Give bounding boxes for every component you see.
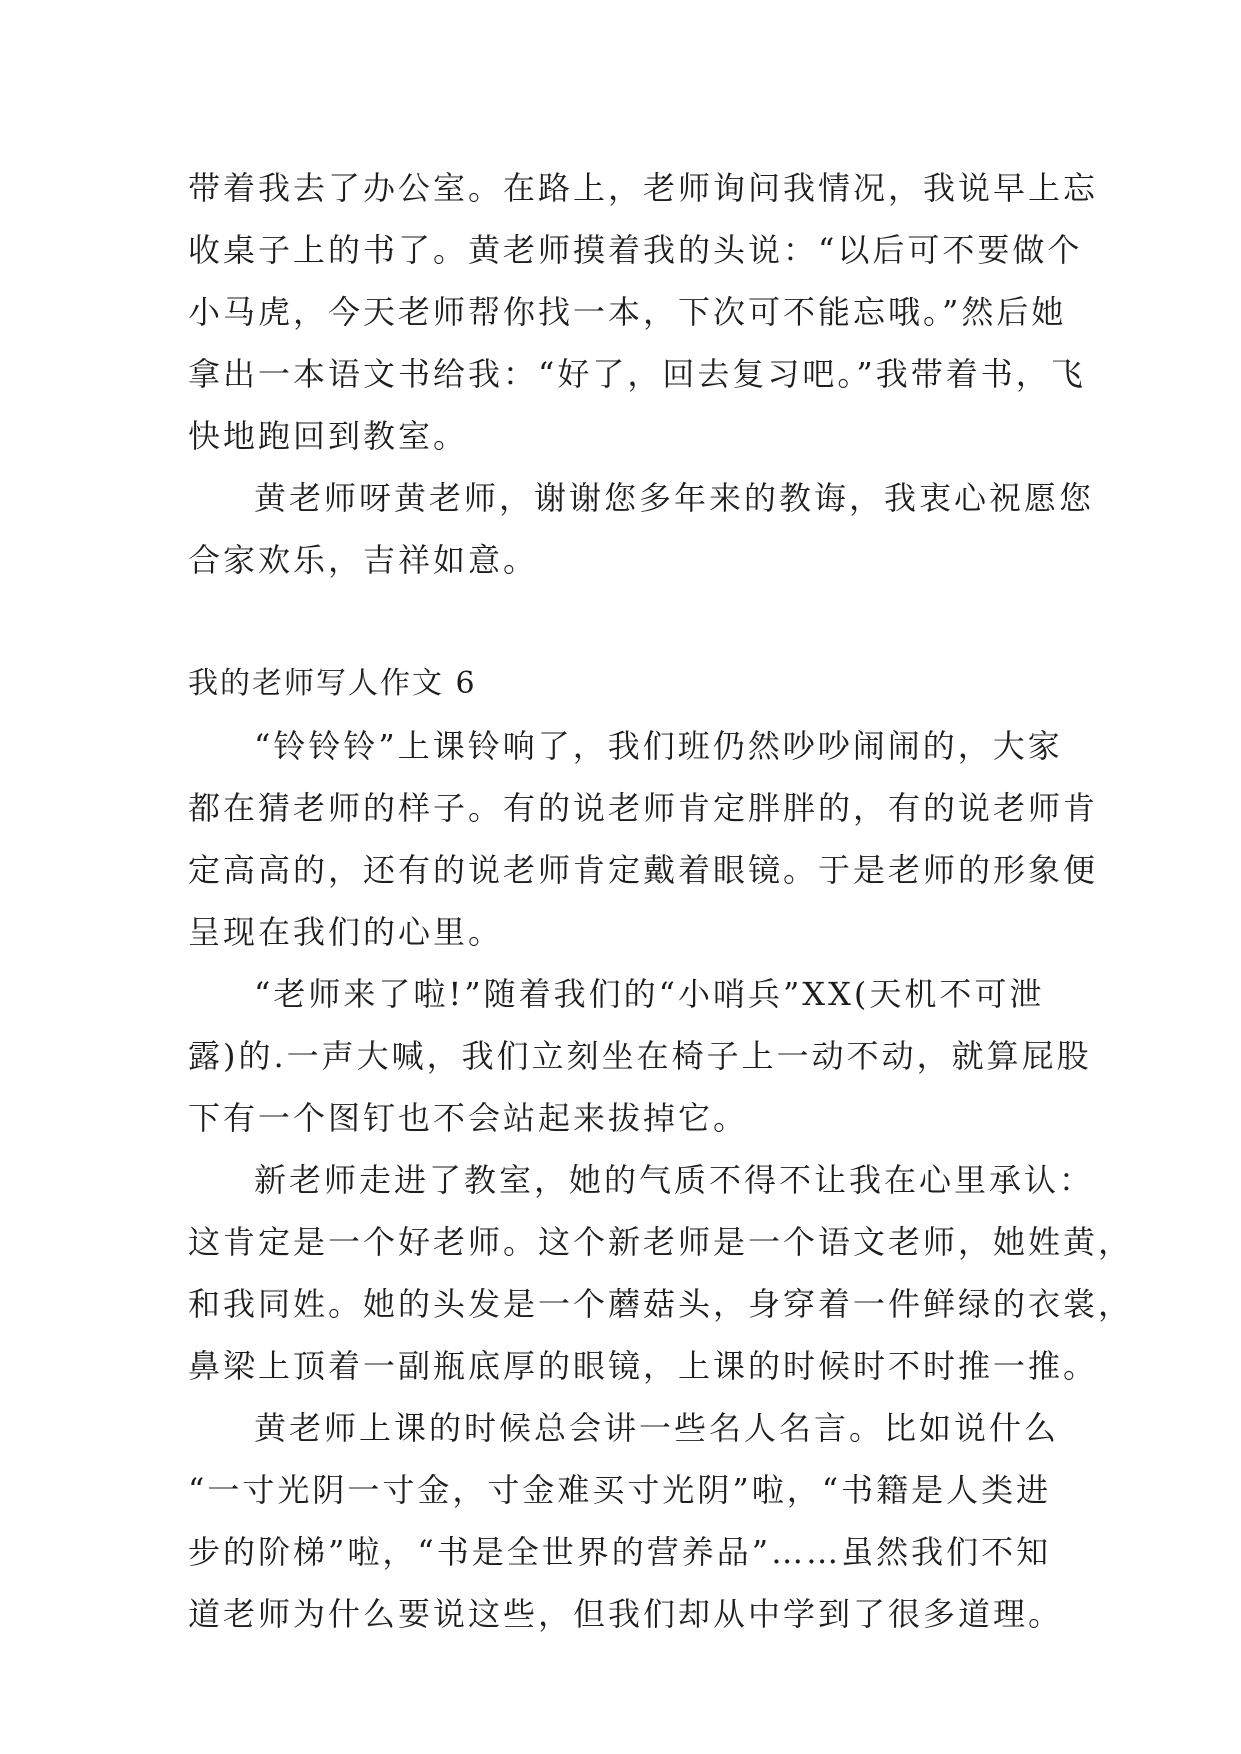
essay-body bbox=[188, 157, 1134, 1645]
paragraph-6 bbox=[188, 1397, 1064, 1645]
text-line: “老师来了啦!”随着我们的“小哨兵”XX(天机不可泄 bbox=[254, 975, 1045, 1013]
paragraph-1 bbox=[188, 157, 1099, 467]
text-line: 道老师为什么要说这些，但我们却从中学到了很多道理。 bbox=[188, 1595, 1064, 1633]
text-line: 下有一个图钉也不会站起来拔掉它。 bbox=[188, 1099, 749, 1137]
text-line: “铃铃铃”上课铃响了，我们班仍然吵吵闹闹的，大家 bbox=[254, 727, 1063, 765]
text-line: 都在猜老师的样子。有的说老师肯定胖胖的，有的说老师肯 bbox=[188, 789, 1099, 827]
text-line: 这肯定是一个好老师。这个新老师是一个语文老师，她姓黄， bbox=[188, 1223, 1134, 1261]
text-line: 小马虎，今天老师帮你找一本，下次可不能忘哦。”然后她 bbox=[188, 293, 1067, 331]
section-heading: 我的老师写人作文 6 bbox=[188, 666, 477, 701]
text-line: 黄老师上课的时候总会讲一些名人名言。比如说什么 bbox=[254, 1409, 1060, 1447]
text-line: 合家欢乐，吉祥如意。 bbox=[188, 541, 539, 579]
paragraph-4 bbox=[188, 963, 1092, 1149]
text-line: 黄老师呀黄老师，谢谢您多年来的教诲，我衷心祝愿您 bbox=[254, 479, 1095, 517]
text-line: 新老师走进了教室，她的气质不得不让我在心里承认： bbox=[254, 1161, 1095, 1199]
paragraph-3 bbox=[188, 715, 1099, 963]
text-line: 定高高的，还有的说老师肯定戴着眼镜。于是老师的形象便 bbox=[188, 851, 1099, 889]
text-line: 带着我去了办公室。在路上，老师询问我情况，我说早上忘 bbox=[188, 169, 1099, 207]
text-line: 露)的.一声大喊，我们立刻坐在椅子上一动不动，就算屁股 bbox=[188, 1037, 1092, 1075]
paragraph-2 bbox=[188, 467, 1095, 591]
text-line: “一寸光阴一寸金，寸金难买寸光阴”啦，“书籍是人类进 bbox=[188, 1471, 1052, 1509]
text-line: 收桌子上的书了。黄老师摸着我的头说：“以后可不要做个 bbox=[188, 231, 1083, 269]
text-line: 呈现在我们的心里。 bbox=[188, 913, 504, 951]
text-line: 拿出一本语文书给我：“好了，回去复习吧。”我带着书，飞 bbox=[188, 355, 1086, 393]
blank-line bbox=[188, 591, 1058, 653]
paragraph-5 bbox=[188, 1149, 1134, 1397]
text-line: 和我同姓。她的头发是一个蘑菇头，身穿着一件鲜绿的衣裳， bbox=[188, 1285, 1134, 1323]
text-line: 步的阶梯”啦，“书是全世界的营养品”……虽然我们不知 bbox=[188, 1533, 1052, 1571]
text-line: 鼻梁上顶着一副瓶底厚的眼镜，上课的时候时不时推一推。 bbox=[188, 1347, 1099, 1385]
text-line: 快地跑回到教室。 bbox=[188, 417, 469, 455]
